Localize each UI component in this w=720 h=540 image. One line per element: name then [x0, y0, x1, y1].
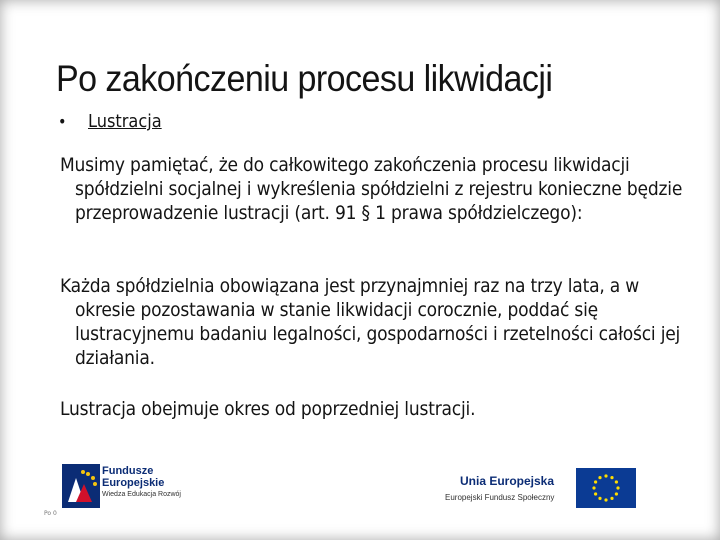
fundusze-line-3: Wiedza Edukacja Rozwój	[102, 491, 181, 498]
bullet-item	[58, 110, 162, 134]
fundusze-line-2: Europejskie	[102, 477, 165, 489]
eu-star-icon	[616, 486, 619, 489]
eu-star-icon	[598, 476, 601, 479]
eu-star-icon	[615, 480, 618, 483]
fundusze-line-1: Fundusze	[102, 465, 154, 477]
footnote: Po 0	[44, 510, 57, 517]
eu-star-icon	[594, 492, 597, 495]
eu-star-icon	[610, 497, 613, 500]
eu-star-icon	[610, 476, 613, 479]
ue-title: Unia Europejska	[460, 474, 555, 488]
paragraph-2: Każda spółdzielnia obowiązana jest przynajmniej raz na trzy lata, a w okresie pozostawania w stanie likwidacji corocznie, poddać się lustracyjnemu badaniu legalności, gospodarności i rzetelności całości jej działania.	[60, 275, 681, 369]
eu-star-icon	[592, 486, 595, 489]
fundusze-emblem-icon	[62, 464, 100, 508]
eu-star-icon	[604, 498, 607, 501]
slide-title: Po zakończeniu procesu likwidacji	[56, 58, 553, 99]
fundusze-europejskie-logo	[58, 460, 188, 514]
ue-subtitle: Europejski Fundusz Społeczny	[445, 493, 555, 502]
eu-flag-icon	[576, 468, 636, 508]
eu-star-icon	[604, 474, 607, 477]
eu-star-icon	[594, 480, 597, 483]
paragraph-3: Lustracja obejmuje okres od poprzedniej lustracji.	[60, 398, 476, 420]
bullet-marker: •	[58, 112, 67, 131]
unia-europejska-logo	[440, 466, 640, 516]
eu-star-icon	[615, 492, 618, 495]
paragraph-1: Musimy pamiętać, że do całkowitego zakończenia procesu likwidacji spółdzielni socjalnej i wykreślenia spółdzielni z rejestru konieczne będzie przeprowadzenie lustracji (art. 91 § 1 prawa spółdzielczego):	[60, 154, 683, 224]
bullet-label: Lustracja	[88, 111, 162, 132]
eu-star-icon	[598, 497, 601, 500]
